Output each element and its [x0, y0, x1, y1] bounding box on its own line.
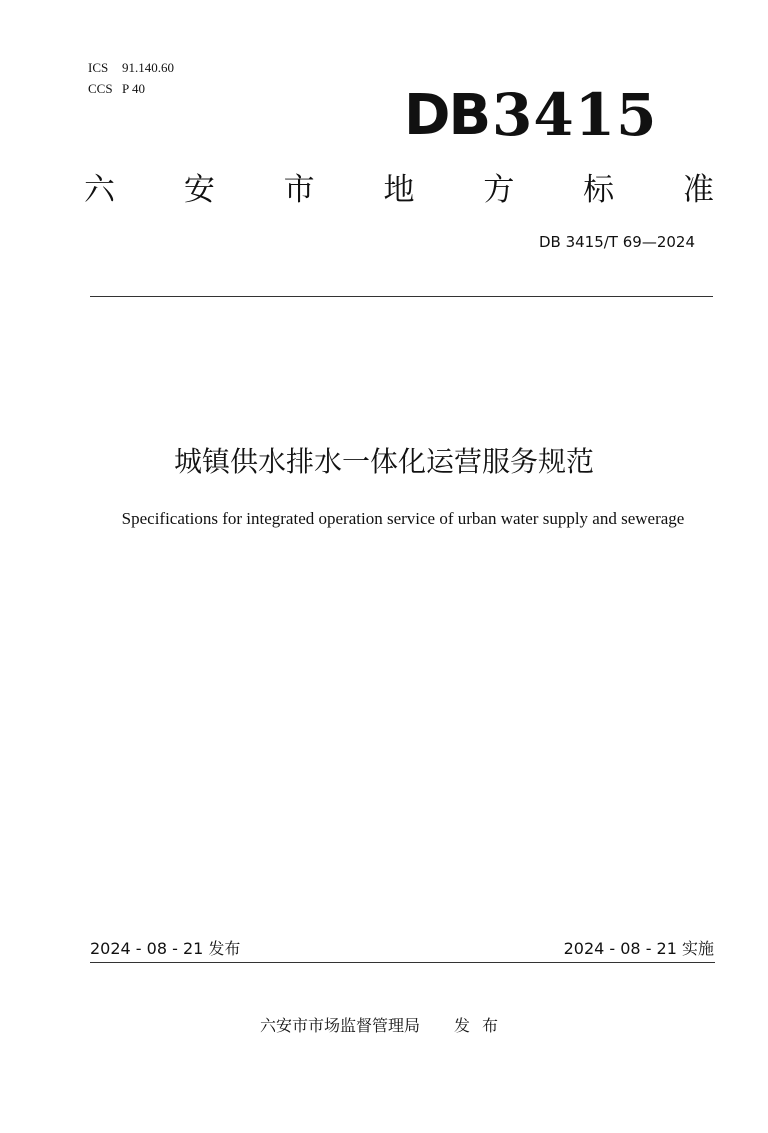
db-logo-code: 3415: [492, 81, 658, 149]
standard-type-char: 安: [183, 172, 215, 208]
standard-type-char: 准: [682, 172, 714, 208]
ics-value: 91.140.60: [122, 60, 174, 75]
ics-code: [88, 60, 174, 76]
db-logo-prefix: DB: [404, 83, 490, 148]
ics-label: ICS: [88, 60, 109, 75]
standard-type-char: 标: [583, 172, 615, 208]
title-english: Specifications for integrated operation service of urban water supply and sewerage: [121, 509, 685, 528]
top-divider: [90, 296, 713, 297]
implement-date: 2024 - 08 - 21 实施: [563, 939, 714, 958]
standard-type-char: 方: [483, 172, 515, 208]
standard-type-char: 地: [383, 172, 415, 208]
bottom-divider: [90, 962, 715, 963]
db-logo: [400, 82, 660, 152]
standard-number: DB 3415/T 69—2024: [538, 233, 695, 251]
ccs-code: [88, 81, 145, 97]
ccs-value: P 40: [122, 81, 145, 96]
issuer-name: 六安市市场监督管理局: [260, 1016, 421, 1035]
publish-date: 2024 - 08 - 21 发布: [90, 939, 241, 958]
standard-type: [84, 170, 714, 210]
standard-type-char: 市: [283, 172, 315, 208]
issuer-action: 发布: [454, 1016, 511, 1035]
issuer: [260, 1016, 510, 1036]
standard-type-char: 六: [84, 172, 115, 208]
ccs-label: CCS: [88, 81, 113, 96]
title-chinese: 城镇供水排水一体化运营服务规范: [173, 445, 594, 478]
